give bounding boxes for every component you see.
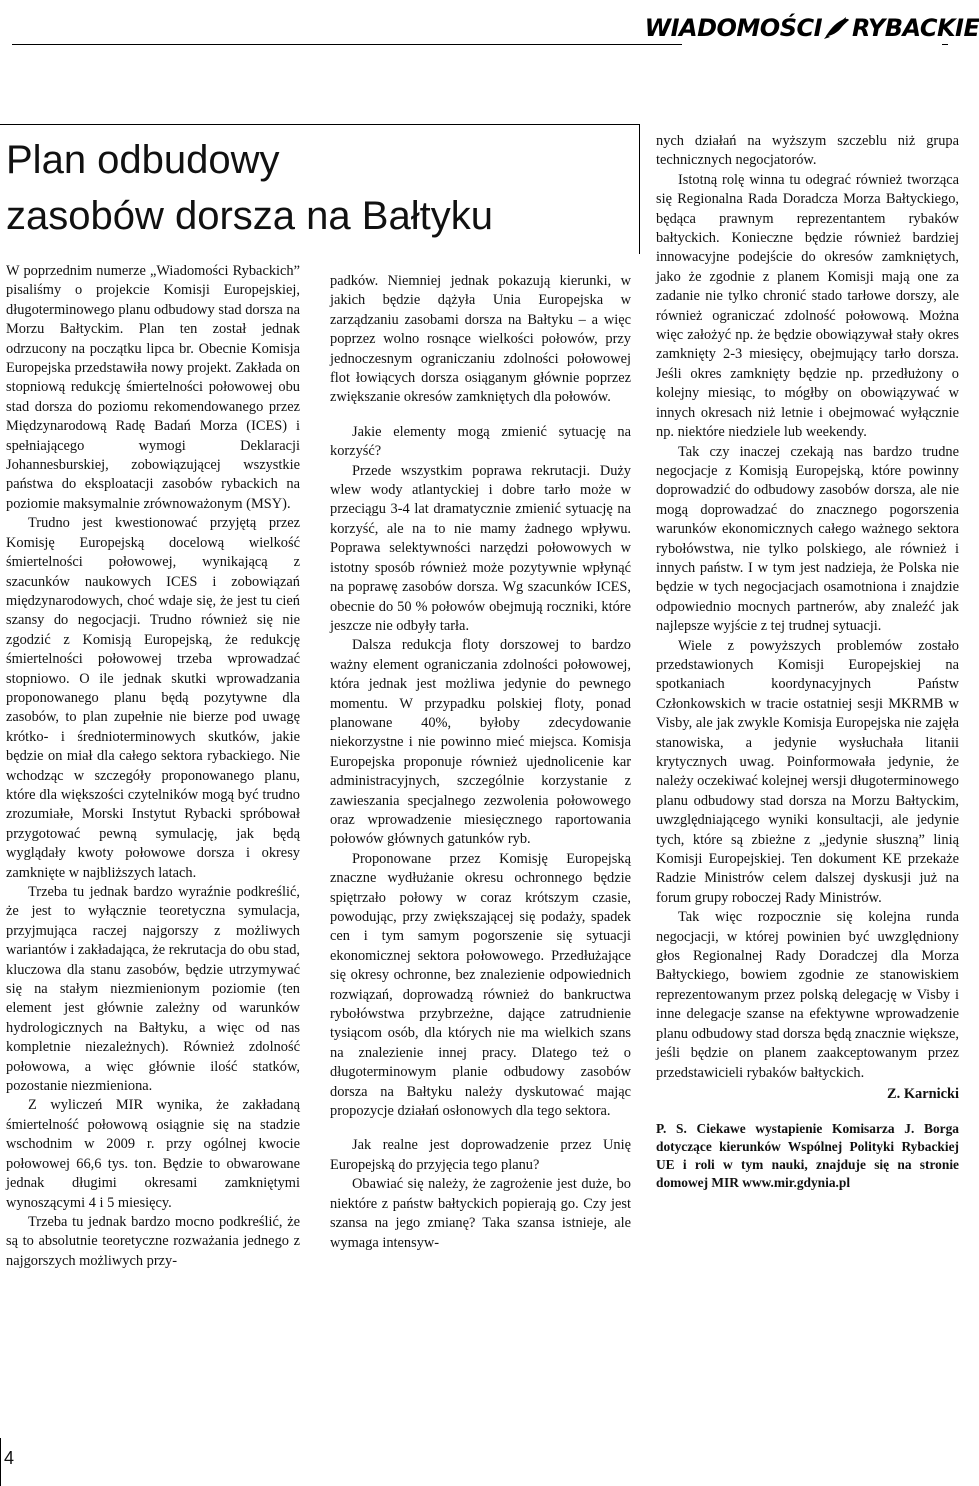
subheading-question: Jak realne jest doprowadzenie przez Unię Europejską do przyjęcia tego planu? [330, 1137, 631, 1173]
article-column-3 [656, 132, 959, 1192]
fish-icon [824, 16, 850, 40]
paragraph: Tak czy inaczej czekają nas bardzo trudne negocjacje z Komisją Europejską, które powinny doprowadzić do odbudowy zasobów dorsza, ale nie mogą doprowadzać do znacznego pogorszenia warunków ekonomicznych całego ważnego sektora rybołówstwa, nie tylko polskiego, ale również i innych państw. I w tym jest nadzieja, że Polska nie będzie w tych negocjacjach osamotniona i znajdzie odpowiednio mocnych partnerów, aby znaleźć jak najlepsze wyjście z tej trudnej sytuacji. [656, 443, 959, 635]
paragraph: Tak więc rozpocznie się kolejna runda negocjacji, w której powinien być uwzględniony głos Regionalnej Rady Doradczej dla Morza Bałtyckiego, bowiem zgodnie ze stanowiskiem reprezentowanym przez polską delegację w Visby i inne delegacje szanse na efektywne wprowadzenie planu odbudowy stad dorsza będą znacznie większe, jeśli będzie on planem zaakceptowanym przez przedstawicieli rybaków bałtyckich. [656, 909, 959, 1081]
page-number: 4 [4, 1448, 15, 1468]
subheading-question: Jakie elementy mogą zmienić sytuację na korzyść? [330, 423, 631, 460]
paragraph: Proponowane przez Komisję Europejską znaczne wydłużanie okresu ochronnego będzie spiętrzało połowy w coraz krótszym czasie, powodując, przy zwiększającej się podaży, spadek cen i tym samym pogorszenie się sytuacji ekonomicznej sektora połowowego. Przedłużające się okresy ochronne, bez znalezienie odpowiednich rozwiązań, doprowadzą również do bankructwa rybołówstwa przybrzeżne, dające zatrudnienie tysiącom osób, dla których nie ma wielkich szans na znalezienie innej pracy. Dlatego też o długoterminowym planie odbudowy zasobów dorsza na Bałtyku należy dyskutować mając propozycje działań osłonowych dla tego sektora. [330, 850, 631, 1120]
paragraph: padków. Niemniej jednak pokazują kierunki, w jakich będzie dążyła Unia Europejska w zarządzaniu zasobami dorsza na Bałtyku – a więc poprzez wolno rosnące wielkości połowów, przy jednoczesnym ograniczaniu zdolności połowowej flot łowiących dorsza osiąganym głównie poprzez zwiększanie okresów zamkniętych dla połowów. [330, 273, 631, 406]
logo-text-part2: RYBACKIE [852, 14, 979, 42]
title-line-1: Plan odbudowy [6, 138, 280, 182]
author-signature: Z. Karnicki [887, 1085, 959, 1102]
paragraph: Trzeba tu jednak bardzo mocno podkreślić, że są to absolutnie teoretyczne rozważania jednego z najgorszych możliwych przy- [6, 1213, 300, 1269]
paragraph: Obawiać się należy, że zagrożenie jest duże, bo niektóre z państw bałtyckich popierają go. Czy jest szansa na jego zmianę? Taka szansa istnieje, ale wymaga intensyw- [330, 1176, 631, 1251]
postscript: P. S. Ciekawe wystapienie Komisarza J. Borga dotyczące kierunków Wspólnej Polityki Rybackiej UE i roli w tym nauki, znajduje się na stronie domowej MIR www.mir.gdynia.pl [656, 1121, 959, 1191]
paragraph: Przede wszystkim poprawa rekrutacji. Duży wlew wody atlantyckiej i dobre tarło może w przeciągu 3-4 lat dramatycznie zmienić sytuację na korzyść, ale na to nie mamy żadnego wpływu. Poprawa selektywności narzędzi połowowych w istotny sposób również może pozytywnie wpłynąć na poprawę zasobów dorsza. Wg szacunków ICES, obecnie do 50 % połowów obejmują roczniki, które jeszcze nie odbyły tarła. [330, 462, 631, 634]
paragraph: Dalsza redukcja floty dorszowej to bardzo ważny element ograniczania zdolności połowowej, która jednak jest możliwa jedynie do pewnego momentu. W przypadku polskiej floty, ponad planowane 40%, byłoby zdecydowanie niekorzystne i nie powinno mieć miejsca. Komisja Europejska proponuje również ujednolicenie kar administracyjnych, szczególnie korzystanie z zawieszania specjalnego zezwolenia połowowego oraz wprowadzenie miesięcznego raportowania połowów głównych gatunków ryb. [330, 637, 631, 848]
paragraph: nych działań na wyższym szczeblu niż grupa technicznych negocjatorów. [656, 133, 959, 169]
paragraph: Trzeba tu jednak bardzo wyraźnie podkreślić, że jest to wyłącznie teoretyczna symulacja, przyjmująca raczej najgorszy z możliwych wariantów i zakładająca, że rekrutacja do obu stad, kluczowa dla stanu zasobów, będzie utrzymywać się na stałym niezmienionym poziomie (ten element jest głównie zależny od warunków hydrologicznych na Bałtyku, a więc od nas kompletnie niezależnych). Również zdolność połowowa, a więc głównie ilość statków, pozostanie niezmieniona. [6, 884, 300, 1095]
paragraph: W poprzednim numerze „Wiadomości Rybackich” pisaliśmy o projekcie Komisji Europejskiej, długoterminowego planu odbudowy stad dorsza na Morzu Bałtyckim. Plan ten został jednak odrzucony na początku lipca br. Obecnie Komisja Europejska przedstawiła nowy projekt. Zakłada on stopniową redukcję śmiertelności połowowej obu stad dorsza do poziomu rekomendowanego przez Międzynarodową Radę Badań Morza (ICES) i spełniającego wymogi Deklaracji Johannesburskiej, zobowiązującej wszystkie państwa do eksploatacji zasobów rybackich na poziomie maksymalnie zrównoważonym (MSY). [6, 263, 300, 512]
paragraph: Z wyliczeń MIR wynika, że zakładaną śmiertelność połowową osiągnie się na stadzie wschodnim w 2009 r. przy ogólnej kwocie połowowej 66,6 tys. ton. Będzie to obwarowane jednak długimi okresami zamkniętymi wynoszącymi 4 i 5 miesięcy. [6, 1097, 300, 1211]
paragraph: Wiele z powyższych problemów zostało przedstawionych Komisji Europejskiej na spotkaniach koordynacyjnych Państw Członkowskich w tracie ostatniej sesji MKRMB w Visby, ale jak zwykle Komisja Europejska nie zajęła stanowiska, a jedynie wysłuchała litanii krytycznych uwag. Poinformowała jedynie, że należy oczekiwać kolejnej wersji długoterminowego planu odbudowy stad dorsza na Morzu Bałtyckim, uwzględniającego wyniki konsultacji, ale jedynie tych, które są zbieżne z „jedynie słuszną” linią Komisji Europejskiej. Ten dokument KE przekaże Radzie Ministrów celem dalszej dyskusji już na forum grupy roboczej Rady Ministrów. [656, 637, 959, 906]
article-column-1 [6, 262, 300, 1271]
article-column-2 [330, 272, 631, 1253]
logo-text-part1: WIADOMOŚCI [644, 14, 823, 42]
title-line-2: zasobów dorsza na Bałtyku [6, 194, 493, 238]
paragraph: Istotną rolę winna tu odegrać również tworząca się Regionalna Rada Doradcza Morza Bałtyckiego, będąca prawnym reprezentantem rybaków bałtyckich. Konieczne będzie również bardziej innowacyjne podejście do okresów zamkniętych, jako że zgodnie z planem Komisji mają one za zadanie nie tylko chronić stado tarłowe dorszy, ale również ograniczać zdolność połowową. Można więc założyć np. że będzie obowiązywał stały okres zamknięty 2-3 miesięcy, obejmujący tarło dorsza. Jeśli okres zamknięty będzie np. przedłużony o kolejny miesiąc, to mógłby on obowiązywać w innych okresach niż letnie i obejmować wyłącznie np. niektóre niedziele lub weekendy. [656, 171, 959, 441]
page-number-rule [0, 1438, 1, 1486]
masthead [0, 0, 979, 60]
paragraph: Trudno jest kwestionować przyjętą przez Komisję Europejską docelową wielkość śmiertelności połowowej, wynikającą z szacunków naukowych ICES i zobowiązań międzynarodowych, choć wdaje się, że jest tu cień szansy do negocjacji. Trudno również się nie zgodzić z Komisją Europejską, że redukcję śmiertelności połowowej trzeba wprowadzać stopniowo. O ile jednak skutki wprowadzania proponowanego planu będą pozytywne dla zasobów, to plan zupełnie nie bierze pod uwagę krótko- i średnioterminowych skutków, jakie będzie on miał dla całego sektora rybackiego. Nie wchodząc w szczegóły proponowanego planu, które dla większości czytelników mogą być trudno zrozumiałe, Morski Instytut Rybacki spróbował przygotować pewną symulację, jak będą wyglądały kwoty połowowe dorsza i okresy zamknięte w najbliższych latach. [6, 515, 300, 881]
publication-logo [644, 8, 979, 48]
article-title [6, 132, 626, 244]
